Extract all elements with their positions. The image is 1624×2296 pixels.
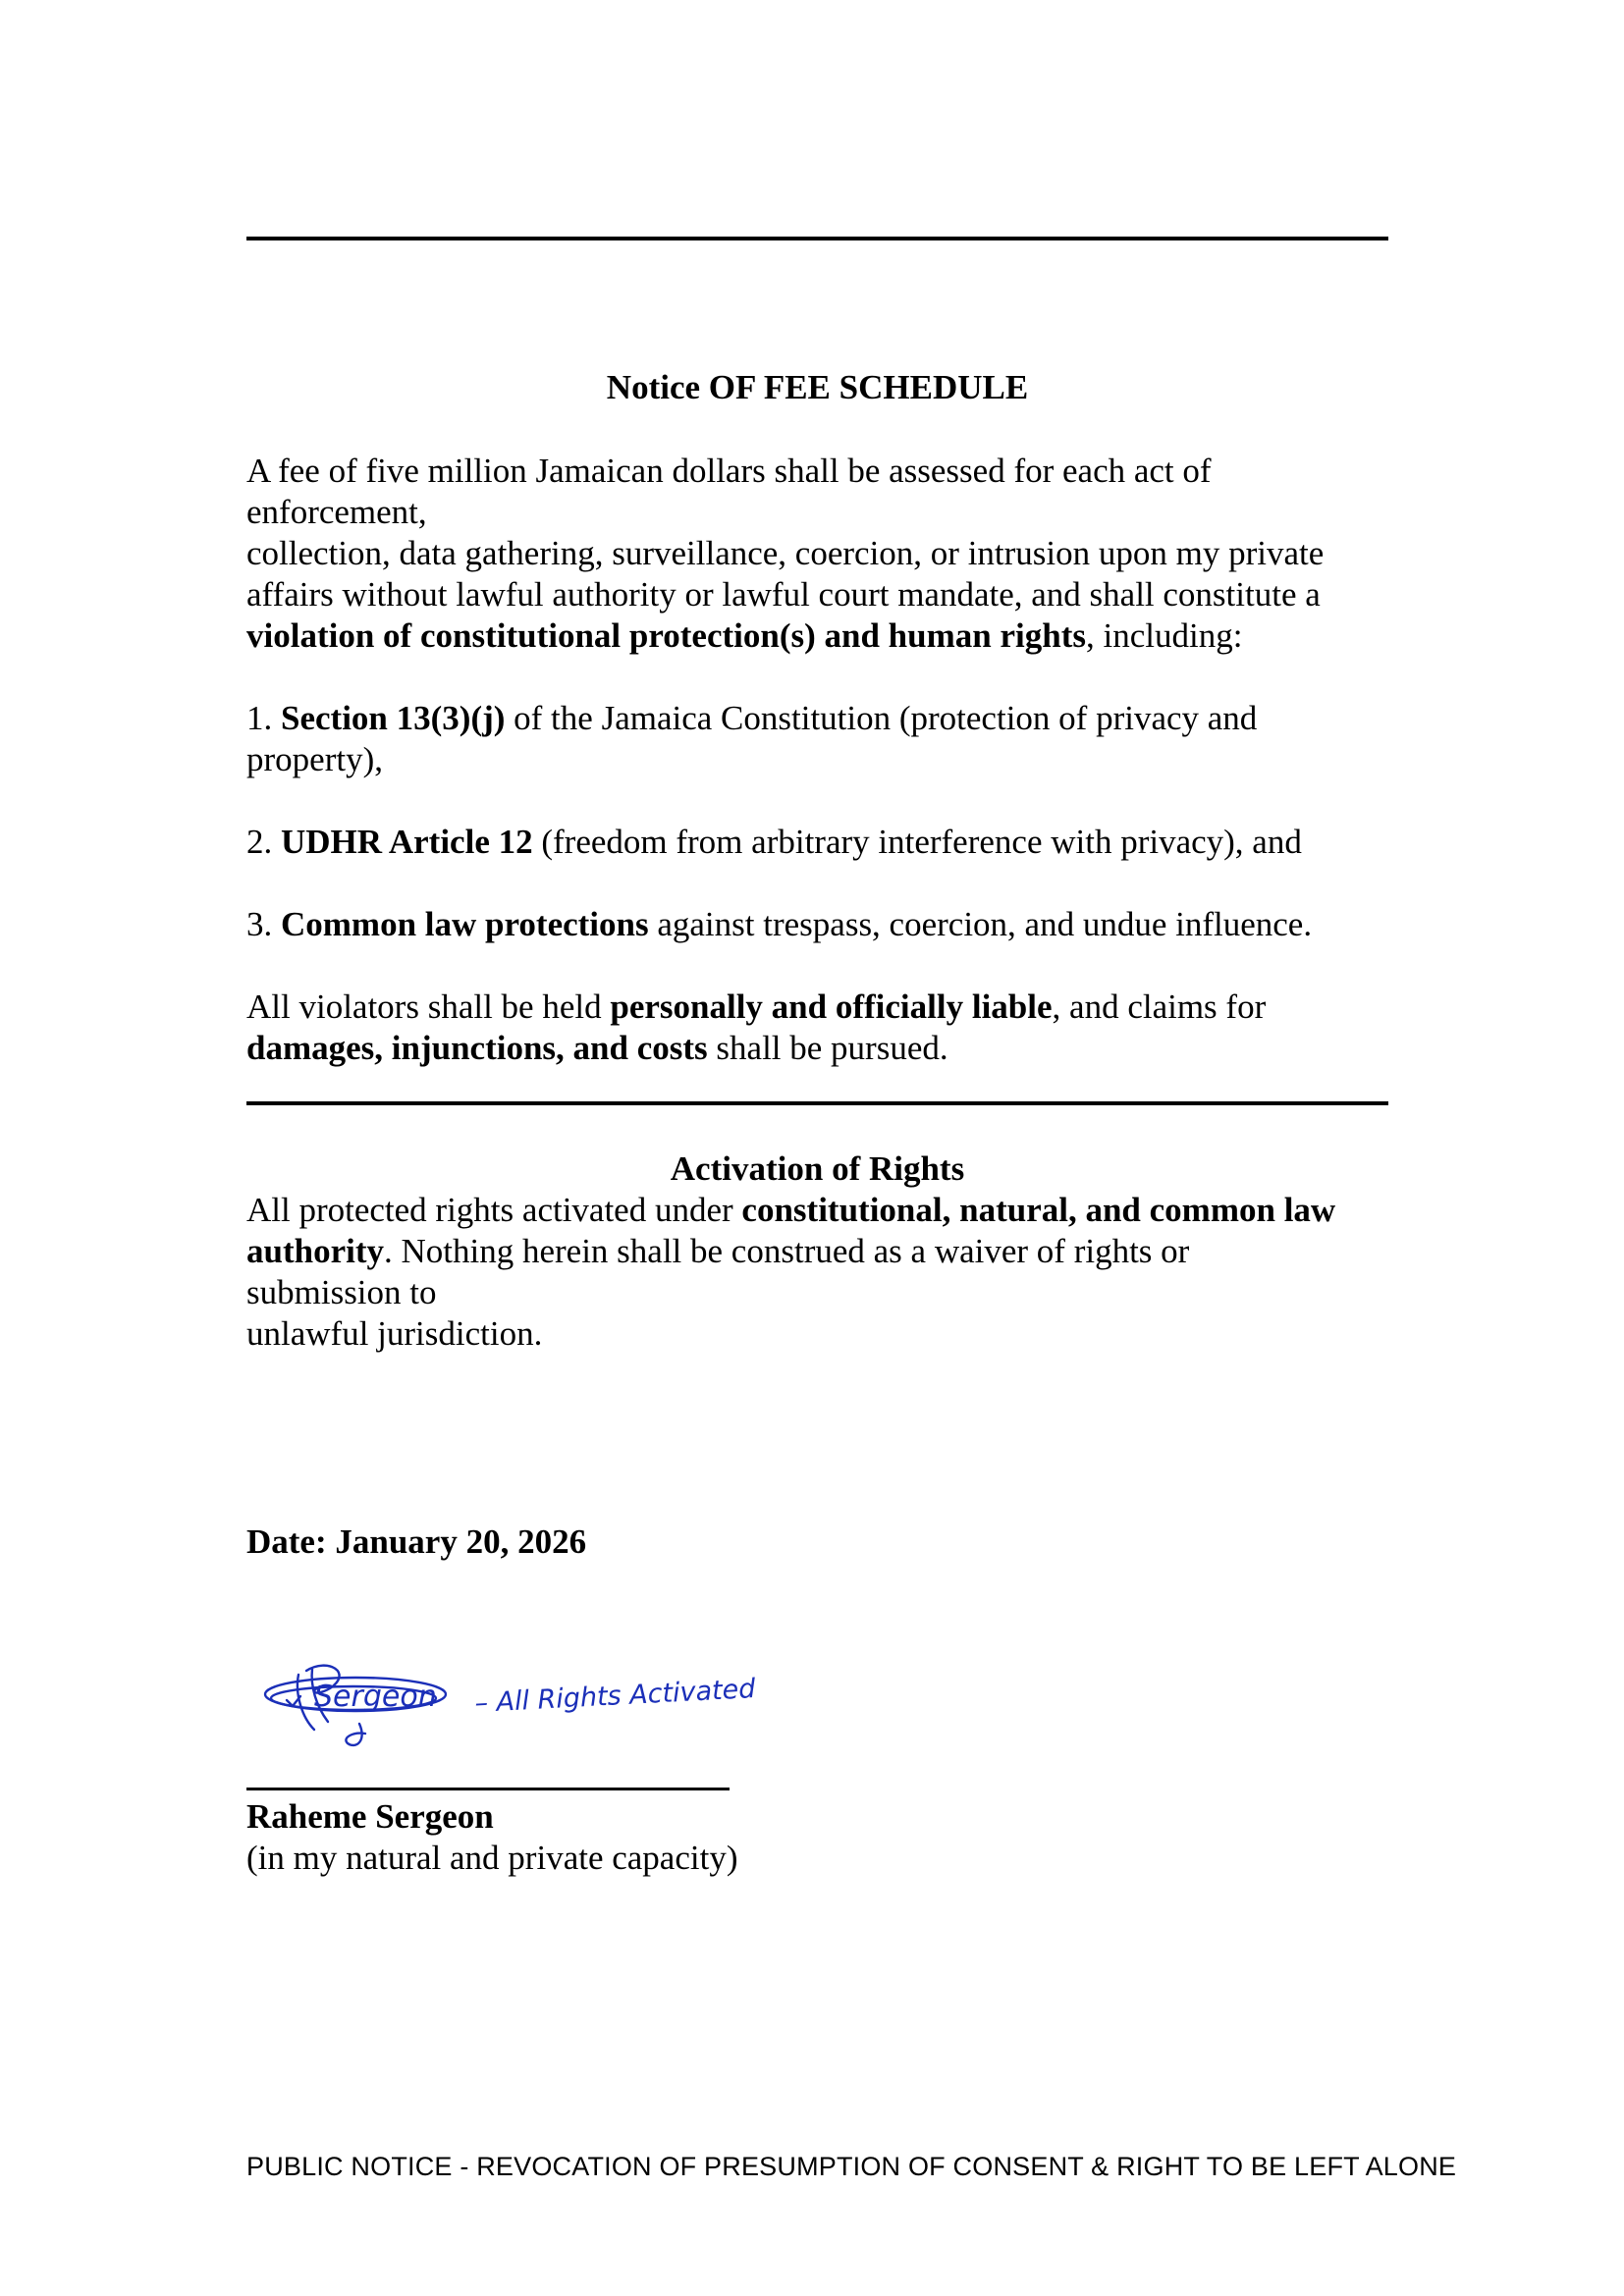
liability-bold-2: damages, injunctions, and costs bbox=[246, 1029, 708, 1067]
activation-pre: All protected rights activated under bbox=[246, 1191, 742, 1229]
signature-note: – All Rights Activated bbox=[473, 1674, 757, 1719]
middle-divider bbox=[246, 1101, 1388, 1105]
list-item-text: against trespass, coercion, and undue influence. bbox=[648, 905, 1313, 943]
list-item-text: (freedom from arbitrary interference with privacy), and bbox=[532, 823, 1302, 861]
fee-intro-paragraph bbox=[246, 451, 1388, 657]
top-divider bbox=[246, 237, 1388, 240]
list-item bbox=[246, 822, 1388, 863]
handwritten-signature bbox=[257, 1647, 822, 1755]
fee-intro-line-2: enforcement, bbox=[246, 493, 427, 531]
list-item-bold: Section 13(3)(j) bbox=[281, 699, 506, 737]
activation-paragraph bbox=[246, 1190, 1388, 1355]
list-item-number: 2. bbox=[246, 823, 281, 861]
list-item-bold: UDHR Article 12 bbox=[281, 823, 533, 861]
activation-title: Activation of Rights bbox=[670, 1149, 965, 1188]
activation-line-4: unlawful jurisdiction. bbox=[246, 1314, 543, 1353]
list-item bbox=[246, 904, 1388, 945]
signature-name-script: Sergeon bbox=[314, 1680, 437, 1714]
activation-line-3: submission to bbox=[246, 1273, 437, 1311]
page-footer: PUBLIC NOTICE - REVOCATION OF PRESUMPTION OF CONSENT & RIGHT TO BE LEFT ALONE bbox=[246, 2152, 1457, 2181]
activation-bold-1: constitutional, natural, and common law bbox=[741, 1191, 1336, 1229]
liability-pre: All violators shall be held bbox=[246, 988, 611, 1026]
fee-intro-tail: , including: bbox=[1086, 616, 1243, 655]
fee-intro-bold: violation of constitutional protection(s) and human rights bbox=[246, 616, 1086, 655]
signer-capacity: (in my natural and private capacity) bbox=[246, 1839, 738, 1877]
fee-intro-line-3: collection, data gathering, surveillance, coercion, or intrusion upon my private bbox=[246, 534, 1325, 572]
list-item-bold: Common law protections bbox=[281, 905, 649, 943]
activation-mid: . Nothing herein shall be construed as a waiver of rights or bbox=[384, 1232, 1190, 1270]
fee-schedule-title: Notice OF FEE SCHEDULE bbox=[606, 368, 1029, 406]
list-item-text-continued: property), bbox=[246, 740, 383, 778]
list-item-number: 3. bbox=[246, 905, 281, 943]
signature-line bbox=[246, 1788, 730, 1790]
liability-tail: shall be pursued. bbox=[707, 1029, 948, 1067]
fee-intro-line-1: A fee of five million Jamaican dollars shall be assessed for each act of bbox=[246, 452, 1212, 490]
document-date: Date: January 20, 2026 bbox=[246, 1522, 587, 1561]
liability-mid: , and claims for bbox=[1052, 988, 1267, 1026]
signer-name: Raheme Sergeon bbox=[246, 1797, 494, 1836]
list-item-number: 1. bbox=[246, 699, 281, 737]
liability-bold: personally and officially liable bbox=[610, 988, 1053, 1026]
liability-paragraph bbox=[246, 987, 1388, 1069]
activation-bold-2: authority bbox=[246, 1232, 384, 1270]
list-item-text: of the Jamaica Constitution (protection of privacy and bbox=[505, 699, 1258, 737]
list-item bbox=[246, 698, 1388, 780]
fee-intro-line-4: affairs without lawful authority or lawful court mandate, and shall constitute a bbox=[246, 575, 1321, 614]
